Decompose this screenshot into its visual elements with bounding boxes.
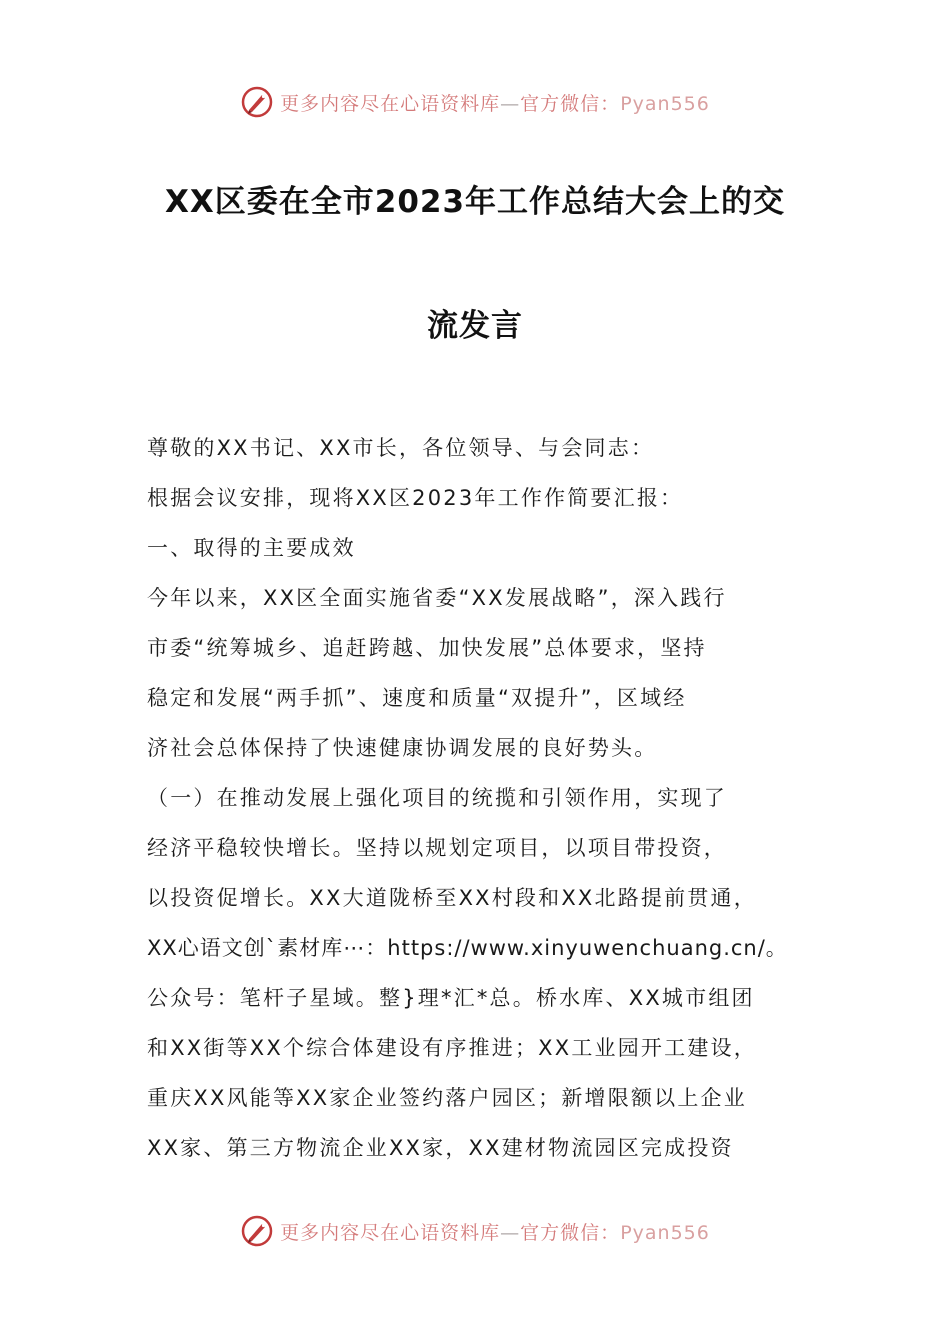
body-line: 和XX街等XX个综合体建设有序推进；XX工业园开工建设， [147, 1036, 757, 1060]
pen-logo-icon [240, 85, 274, 119]
watermark-text: 更多内容尽在心语资料库 [280, 1221, 501, 1244]
document-title-line1: XX区委在全市2023年工作总结大会上的交 [164, 184, 786, 220]
body-line-with-url: XX心语文创`素材库⋯：https://www.xinyuwenchuang.cn/。 [147, 936, 788, 960]
watermark-account: Pyan556 [620, 92, 710, 115]
document-title-line2: 流发言 [427, 308, 523, 344]
watermark-dash: — [500, 92, 521, 115]
subsection-heading: （一）在推动发展上强化项目的统揽和引领作用，实现了 [147, 786, 727, 810]
pen-logo-icon [240, 1214, 274, 1248]
body-line: 公众号：笔杆子星域。整}理*汇*总。桥水库、XX城市组团 [147, 986, 755, 1010]
body-line: 济社会总体保持了快速健康协调发展的良好势头。 [147, 736, 658, 760]
body-line: 尊敬的XX书记、XX市长，各位领导、与会同志： [147, 436, 655, 460]
watermark-account: Pyan556 [620, 1221, 710, 1244]
body-line: 今年以来，XX区全面实施省委“XX发展战略”，深入践行 [147, 586, 727, 610]
watermark-footer [0, 1211, 950, 1251]
body-line: 重庆XX风能等XX家企业签约落户园区；新增限额以上企业 [147, 1086, 747, 1110]
section-heading: 一、取得的主要成效 [147, 536, 356, 560]
body-line: 以投资促增长。XX大道陇桥至XX村段和XX北路提前贯通， [147, 886, 757, 910]
body-line: 稳定和发展“两手抓”、速度和质量“双提升”，区域经 [147, 686, 687, 710]
body-line: XX家、第三方物流企业XX家，XX建材物流园区完成投资 [147, 1136, 734, 1160]
watermark-text: 更多内容尽在心语资料库 [280, 92, 501, 115]
watermark-official-label: 官方微信： [520, 1221, 621, 1244]
body-line: 市委“统筹城乡、追赶跨越、加快发展”总体要求，坚持 [147, 636, 707, 660]
document-body [147, 428, 813, 1178]
watermark-official-label: 官方微信： [520, 92, 621, 115]
body-line: 经济平稳较快增长。坚持以规划定项目，以项目带投资， [147, 836, 727, 860]
watermark-dash: — [500, 1221, 521, 1244]
watermark-header [0, 82, 950, 122]
body-line: 根据会议安排，现将XX区2023年工作作简要汇报： [147, 486, 684, 510]
